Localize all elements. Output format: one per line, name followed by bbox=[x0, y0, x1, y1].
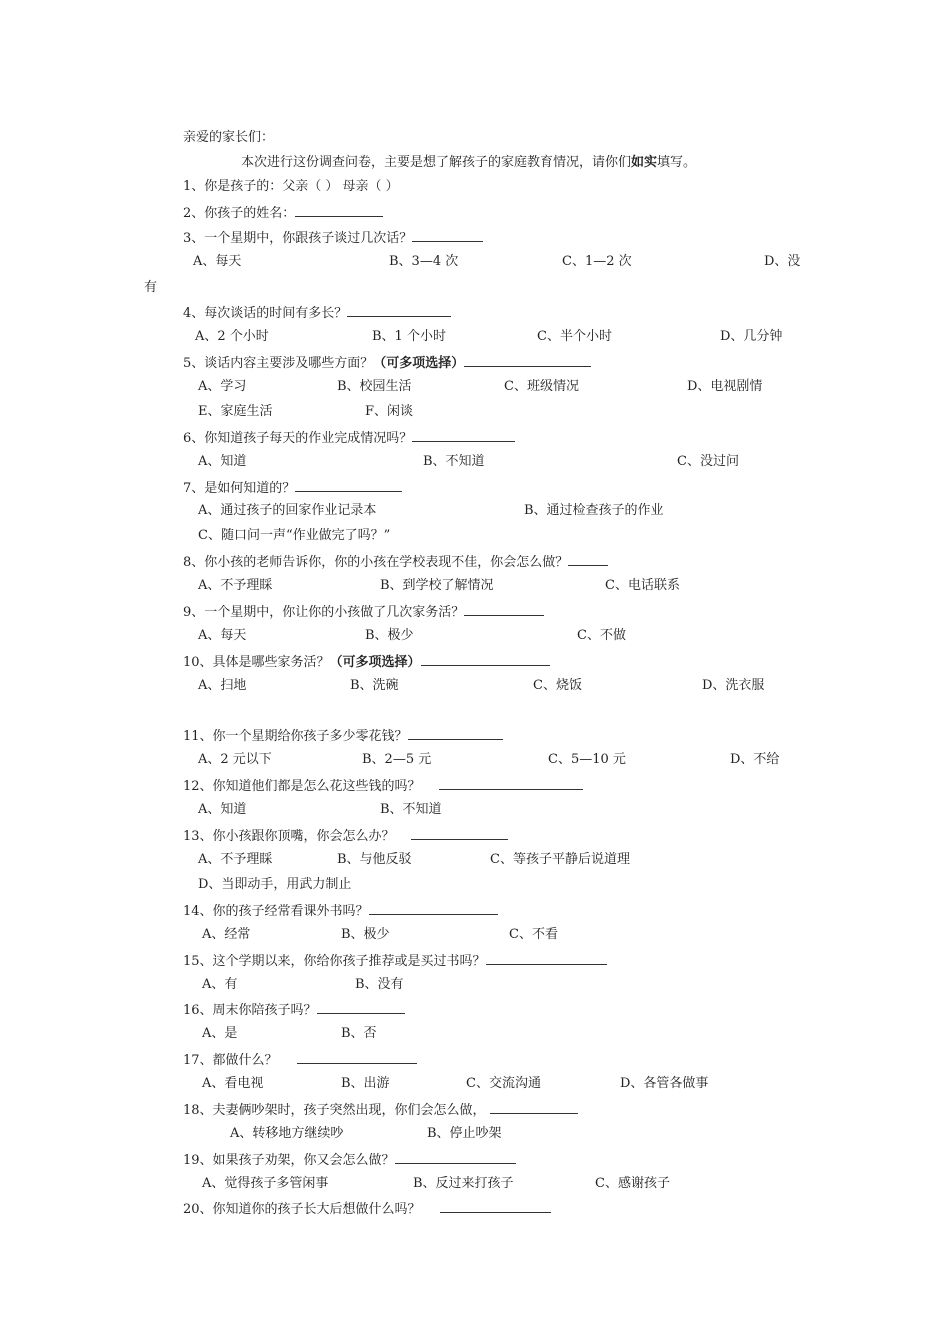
option[interactable]: C、烧饭 bbox=[533, 678, 582, 693]
option[interactable]: B、没有 bbox=[355, 977, 404, 992]
question-10 bbox=[183, 653, 550, 671]
question-13-text: 13、你小孩跟你顶嘴，你会怎么办？ bbox=[183, 829, 395, 844]
question-19 bbox=[183, 1151, 516, 1169]
option[interactable]: C、没过问 bbox=[677, 454, 739, 469]
option[interactable]: F、闲谈 bbox=[365, 404, 414, 419]
question-9-text: 9、一个星期中，你让你的小孩做了几次家务活？ bbox=[183, 605, 465, 620]
answer-blank[interactable] bbox=[464, 354, 591, 367]
option[interactable]: B、极少 bbox=[365, 628, 414, 643]
option[interactable]: A、知道 bbox=[198, 802, 247, 817]
question-11-text: 11、你一个星期给你孩子多少零花钱？ bbox=[183, 729, 408, 744]
answer-blank[interactable] bbox=[412, 429, 515, 442]
option[interactable]: A、每天 bbox=[193, 254, 242, 269]
option[interactable]: C、电话联系 bbox=[605, 578, 680, 593]
option[interactable]: B、反过来打孩子 bbox=[413, 1176, 514, 1191]
option[interactable]: D、当即动手，用武力制止 bbox=[198, 877, 352, 892]
option[interactable]: A、有 bbox=[202, 977, 238, 992]
question-4-text: 4、每次谈话的时间有多长？ bbox=[183, 306, 348, 321]
option[interactable]: A、扫地 bbox=[198, 678, 247, 693]
question-16 bbox=[183, 1001, 405, 1019]
answer-blank[interactable] bbox=[408, 727, 503, 740]
question-13 bbox=[183, 827, 508, 845]
question-17-text: 17、都做什么？ bbox=[183, 1053, 278, 1068]
option[interactable]: A、每天 bbox=[198, 628, 247, 643]
option[interactable]: C、不做 bbox=[577, 628, 626, 643]
answer-blank[interactable] bbox=[347, 304, 451, 317]
question-14 bbox=[183, 902, 498, 920]
option[interactable]: B、到学校了解情况 bbox=[380, 578, 494, 593]
question-18 bbox=[183, 1101, 578, 1119]
question-20 bbox=[183, 1200, 551, 1218]
option[interactable]: D、几分钟 bbox=[720, 329, 783, 344]
option[interactable]: C、1—2 次 bbox=[562, 254, 632, 269]
question-6 bbox=[183, 429, 515, 447]
option[interactable]: A、是 bbox=[202, 1026, 238, 1041]
question-18-text: 18、夫妻俩吵架时，孩子突然出现，你们会怎么做， bbox=[183, 1103, 486, 1118]
question-9 bbox=[183, 603, 544, 621]
option[interactable]: B、2—5 元 bbox=[362, 752, 432, 767]
answer-blank[interactable] bbox=[439, 777, 583, 790]
question-8 bbox=[183, 553, 608, 571]
option[interactable]: B、洗碗 bbox=[350, 678, 399, 693]
question-7-text: 7、是如何知道的？ bbox=[183, 481, 296, 496]
option[interactable]: B、出游 bbox=[341, 1076, 390, 1091]
option[interactable]: A、通过孩子的回家作业记录本 bbox=[198, 503, 377, 518]
question-5-text: 5、谈话内容主要涉及哪些方面？ bbox=[183, 356, 374, 371]
question-17 bbox=[183, 1051, 417, 1069]
answer-blank[interactable] bbox=[295, 479, 402, 492]
question-15 bbox=[183, 952, 607, 970]
option[interactable]: B、不知道 bbox=[423, 454, 485, 469]
answer-blank[interactable] bbox=[411, 827, 508, 840]
option[interactable]: A、觉得孩子多管闲事 bbox=[202, 1176, 329, 1191]
option[interactable]: B、与他反驳 bbox=[337, 852, 412, 867]
question-2-text: 2、你孩子的姓名： bbox=[183, 206, 296, 221]
option[interactable]: D、各管各做事 bbox=[620, 1076, 709, 1091]
question-12-text: 12、你知道他们都是怎么花这些钱的吗？ bbox=[183, 779, 421, 794]
option[interactable]: D、不给 bbox=[730, 752, 780, 767]
question-16-text: 16、周末你陪孩子吗？ bbox=[183, 1003, 317, 1018]
option[interactable]: A、知道 bbox=[198, 454, 247, 469]
answer-blank[interactable] bbox=[369, 902, 498, 915]
intro-paragraph bbox=[241, 155, 696, 171]
option[interactable]: A、学习 bbox=[198, 379, 247, 394]
answer-blank[interactable] bbox=[486, 952, 607, 965]
multi-select-note: （可多项选择） bbox=[329, 655, 421, 670]
answer-blank[interactable] bbox=[412, 229, 483, 242]
option[interactable]: B、通过检查孩子的作业 bbox=[524, 503, 664, 518]
question-12 bbox=[183, 777, 583, 795]
option[interactable]: C、随口问一声“作业做完了吗？” bbox=[198, 528, 391, 543]
question-6-text: 6、你知道孩子每天的作业完成情况吗？ bbox=[183, 431, 413, 446]
question-11 bbox=[183, 727, 503, 745]
answer-blank[interactable] bbox=[295, 204, 383, 217]
option[interactable]: C、交流沟通 bbox=[466, 1076, 541, 1091]
question-5 bbox=[183, 354, 591, 372]
multi-select-note: （可多项选择） bbox=[373, 356, 465, 371]
option[interactable]: A、不予理睬 bbox=[198, 852, 273, 867]
intro-emphasis: 如实 bbox=[631, 155, 658, 170]
answer-blank[interactable] bbox=[317, 1001, 405, 1014]
question-2 bbox=[183, 204, 383, 222]
option[interactable]: A、经常 bbox=[202, 927, 251, 942]
question-10-text: 10、具体是哪些家务活？ bbox=[183, 655, 330, 670]
question-4 bbox=[183, 304, 451, 322]
option[interactable]: B、停止吵架 bbox=[427, 1126, 502, 1141]
answer-blank[interactable] bbox=[421, 653, 550, 666]
option[interactable]: C、不看 bbox=[509, 927, 558, 942]
answer-blank[interactable] bbox=[490, 1101, 578, 1114]
option[interactable]: B、校园生活 bbox=[337, 379, 412, 394]
question-8-text: 8、你小孩的老师告诉你，你的小孩在学校表现不佳，你会怎么做？ bbox=[183, 555, 569, 570]
option[interactable]: A、不予理睬 bbox=[198, 578, 273, 593]
option-wrap-text: 有 bbox=[144, 280, 158, 295]
answer-blank[interactable] bbox=[395, 1151, 516, 1164]
greeting: 亲爱的家长们： bbox=[183, 130, 275, 145]
option[interactable]: B、1 个小时 bbox=[372, 329, 446, 344]
option[interactable]: D、没 bbox=[764, 254, 801, 269]
question-14-text: 14、你的孩子经常看课外书吗？ bbox=[183, 904, 369, 919]
answer-blank[interactable] bbox=[297, 1051, 417, 1064]
question-7 bbox=[183, 479, 402, 497]
answer-blank[interactable] bbox=[440, 1200, 551, 1213]
option[interactable]: C、班级情况 bbox=[504, 379, 579, 394]
option[interactable]: C、5—10 元 bbox=[548, 752, 626, 767]
option[interactable]: D、洗衣服 bbox=[702, 678, 765, 693]
option[interactable]: B、3—4 次 bbox=[389, 254, 459, 269]
question-15-text: 15、这个学期以来，你给你孩子推荐或是买过书吗？ bbox=[183, 954, 486, 969]
option[interactable]: B、否 bbox=[341, 1026, 377, 1041]
question-3 bbox=[183, 229, 483, 247]
option[interactable]: A、2 元以下 bbox=[198, 752, 272, 767]
question-1: 1、你是孩子的：父亲（ ） 母亲（ ） bbox=[183, 179, 399, 194]
option[interactable]: D、电视剧情 bbox=[687, 379, 763, 394]
option[interactable]: C、等孩子平静后说道理 bbox=[490, 852, 630, 867]
answer-blank[interactable] bbox=[568, 553, 608, 566]
option[interactable]: A、2 个小时 bbox=[195, 329, 269, 344]
option[interactable]: A、看电视 bbox=[202, 1076, 264, 1091]
option[interactable]: C、感谢孩子 bbox=[595, 1176, 670, 1191]
question-20-text: 20、你知道你的孩子长大后想做什么吗？ bbox=[183, 1202, 421, 1217]
question-3-text: 3、一个星期中，你跟孩子谈过几次话？ bbox=[183, 231, 413, 246]
intro-end: 填写。 bbox=[657, 155, 697, 170]
option[interactable]: B、极少 bbox=[341, 927, 390, 942]
question-19-text: 19、如果孩子劝架，你又会怎么做？ bbox=[183, 1153, 395, 1168]
option[interactable]: B、不知道 bbox=[380, 802, 442, 817]
option[interactable]: C、半个小时 bbox=[537, 329, 612, 344]
option[interactable]: A、转移地方继续吵 bbox=[230, 1126, 344, 1141]
intro-text: 本次进行这份调查问卷，主要是想了解孩子的家庭教育情况，请你们 bbox=[241, 155, 632, 170]
option[interactable]: E、家庭生活 bbox=[198, 404, 273, 419]
answer-blank[interactable] bbox=[464, 603, 544, 616]
